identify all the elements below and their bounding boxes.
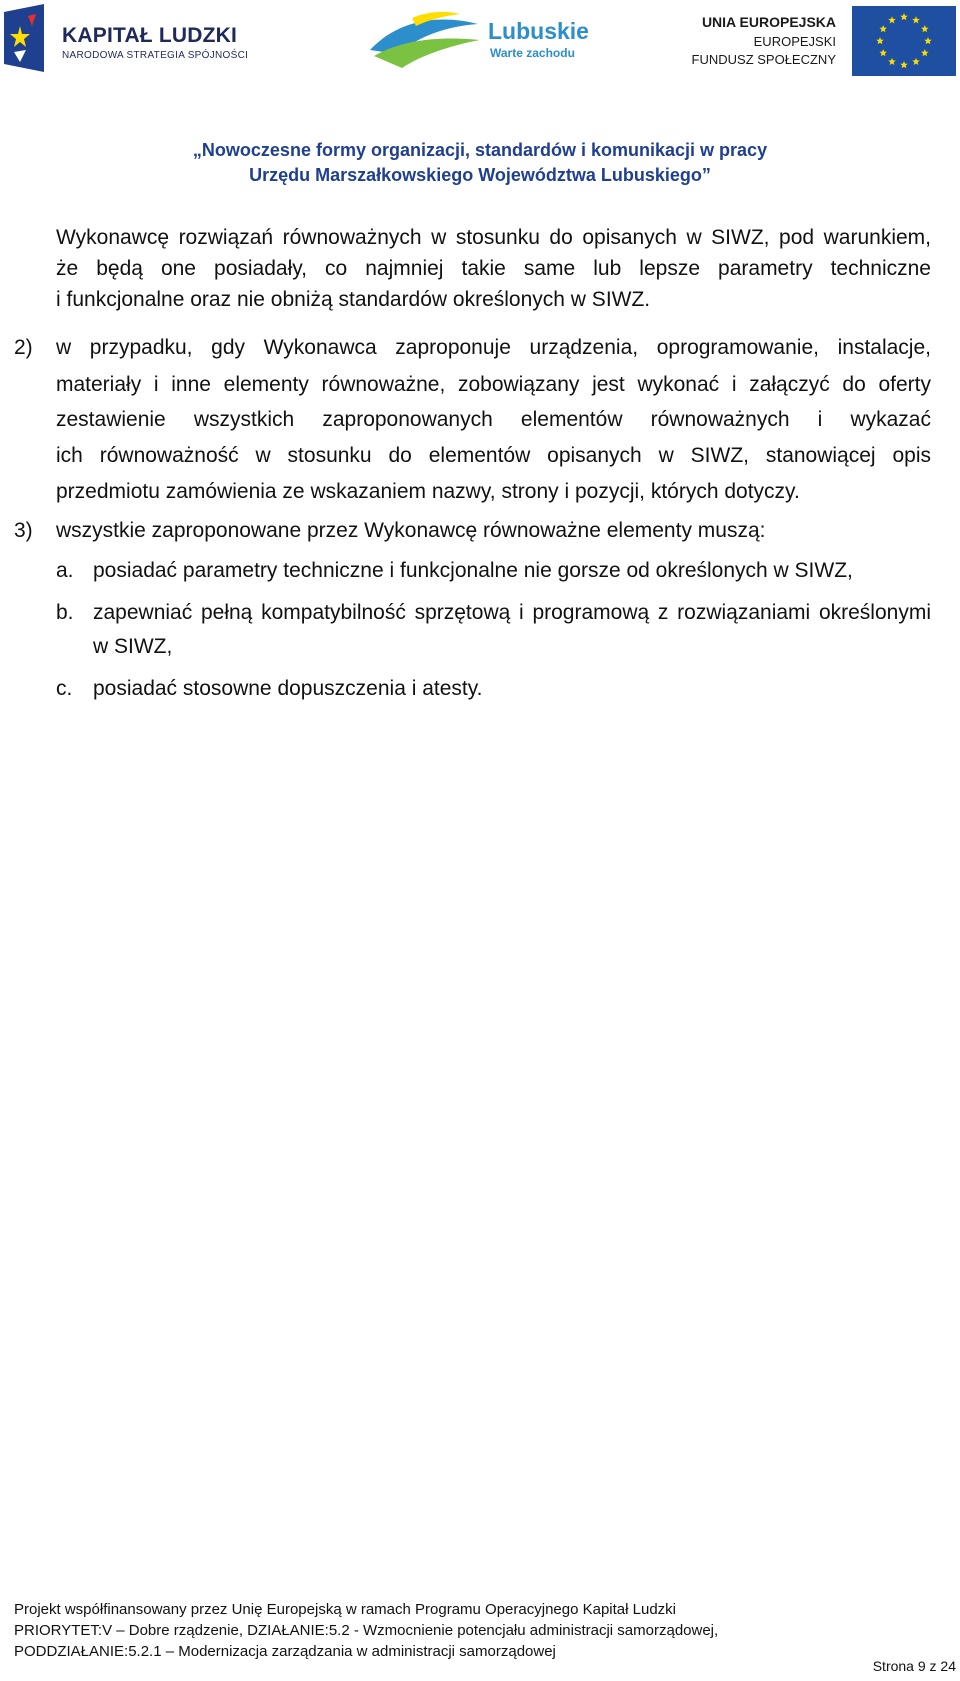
lubuskie-name: Lubuskie [488,18,589,44]
kapital-ludzki-title: KAPITAŁ LUDZKI [62,24,238,47]
document-title-line-2: Urzędu Marszałkowskiego Województwa Lubuskiego” [249,165,711,185]
list-number: 3) [14,519,33,542]
list-item-line: w przypadku, gdy Wykonawca zaproponuje urządzenia, oprogramowanie, instalacje, [56,336,931,359]
list-item-line: materiały i inne elementy równoważne, zobowiązany jest wykonać i załączyć do oferty [56,373,931,396]
document-title-line-1: „Nowoczesne formy organizacji, standardów i komunikacji w pracy [192,140,768,160]
eu-flag-icon [852,6,956,76]
page-footer [14,1599,718,1662]
paragraph-line: że będą one posiadały, co najmniej takie same lub lepsze parametry techniczne [56,257,931,280]
lubuskie-swoosh-icon [368,10,484,72]
sub-item-letter: a. [56,559,74,582]
footer-line-2: PRIORYTET:V – Dobre rządzenie, DZIAŁANIE:5.2 - Wzmocnienie potencjału administracji samorządowej, [14,1622,719,1639]
kapital-ludzki-subtitle: NARODOWA STRATEGIA SPÓJNOŚCI [62,50,249,61]
sub-item-line: posiadać stosowne dopuszczenia i atesty. [93,677,483,700]
list-item-line: zestawienie wszystkich zaproponowanych elementów równoważnych i wykazać [56,408,931,431]
eu-logo [680,6,956,76]
lubuskie-logo [368,6,588,76]
list-item-line: ich równoważność w stosunku do elementów opisanych w SIWZ, stanowiącej opis [56,444,931,467]
sub-item-line: zapewniać pełną kompatybilność sprzętową i programową z rozwiązaniami określonymi [93,601,931,624]
page-number: Strona 9 z 24 [872,1658,956,1674]
list-item-line: przedmiotu zamówienia ze wskazaniem nazwy, strony i pozycji, których dotyczy. [56,480,800,503]
eu-line-3: FUNDUSZ SPOŁECZNY [691,52,836,67]
sub-item-letter: b. [56,601,74,624]
list-number: 2) [14,336,33,359]
list-item-line: wszystkie zaproponowane przez Wykonawcę równoważne elementy muszą: [56,519,766,542]
footer-line-3: PODDZIAŁANIE:5.2.1 – Modernizacja zarządzania w administracji samorządowej [14,1643,556,1660]
paragraph-line: i funkcjonalne oraz nie obniżą standardów określonych w SIWZ. [56,288,651,311]
sub-item-letter: c. [56,677,73,700]
sub-item-line: posiadać parametry techniczne i funkcjonalne nie gorsze od określonych w SIWZ, [93,559,853,582]
kapital-ludzki-emblem-icon [4,4,50,72]
footer-line-1: Projekt współfinansowany przez Unię Europejską w ramach Programu Operacyjnego Kapitał Ludzki [14,1601,676,1618]
paragraph-line: Wykonawcę rozwiązań równoważnych w stosunku do opisanych w SIWZ, pod warunkiem, [56,226,931,249]
eu-line-1: UNIA EUROPEJSKA [701,14,836,30]
lubuskie-tagline: Warte zachodu [490,46,575,60]
eu-line-2: EUROPEJSKI [753,34,836,49]
document-title [0,138,960,188]
sub-item-line: w SIWZ, [93,635,173,658]
kapital-ludzki-logo [4,4,249,76]
